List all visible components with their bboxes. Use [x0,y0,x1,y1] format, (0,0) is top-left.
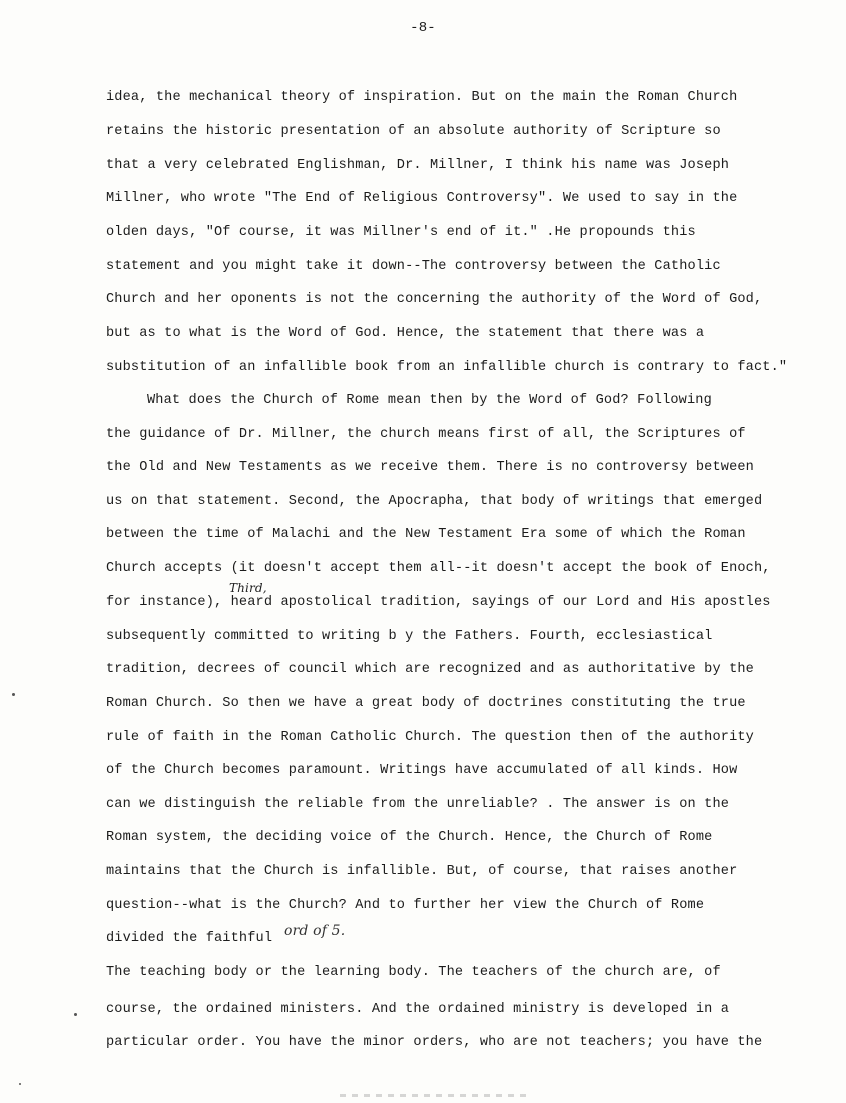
text-line: Millner, who wrote "The End of Religious Controversy". We used to say in the [106,191,738,206]
handwritten-annotation-third: Third, [229,581,267,595]
scan-speck [12,693,15,696]
scan-speck [19,1083,21,1085]
text-line: but as to what is the Word of God. Hence, the statement that there was a [106,326,705,341]
text-line: the guidance of Dr. Millner, the church means first of all, the Scriptures of [106,427,746,442]
text-line: particular order. You have the minor orders, who are not teachers; you have the [106,1035,763,1050]
text-line: substitution of an infallible book from an infallible church is contrary to fact." [106,360,788,375]
text-line: retains the historic presentation of an absolute authority of Scripture so [106,124,721,139]
text-line: idea, the mechanical theory of inspiration. But on the main the Roman Church [106,90,738,105]
text-line: subsequently committed to writing b y the Fathers. Fourth, ecclesiastical [106,629,713,644]
scan-speck [74,1013,77,1016]
text-line: of the Church becomes paramount. Writings have accumulated of all kinds. How [106,763,738,778]
text-line: statement and you might take it down--The controversy between the Catholic [106,259,721,274]
text-line: Church accepts (it doesn't accept them all--it doesn't accept the book of Enoch, [106,561,771,576]
text-line: rule of faith in the Roman Catholic Church. The question then of the authority [106,730,754,745]
text-line: divided the faithful [106,931,273,946]
text-line: can we distinguish the reliable from the unreliable? . The answer is on the [106,797,730,812]
scan-smudge [340,1094,530,1097]
text-line: tradition, decrees of council which are recognized and as authoritative by the [106,662,754,677]
text-line: question--what is the Church? And to further her view the Church of Rome [106,898,705,913]
page-number: -8- [410,20,436,36]
text-line: What does the Church of Rome mean then by the Word of God? Following [147,393,712,408]
text-line: Roman system, the deciding voice of the Church. Hence, the Church of Rome [106,830,713,845]
text-line: for instance), heard apostolical tradition, sayings of our Lord and His apostles [106,595,771,610]
handwritten-annotation-ord: ord of 5. [284,923,346,939]
text-line: course, the ordained ministers. And the ordained ministry is developed in a [106,1002,730,1017]
text-line: maintains that the Church is infallible. But, of course, that raises another [106,864,738,879]
text-line: Church and her oponents is not the concerning the authority of the Word of God, [106,292,763,307]
text-line: that a very celebrated Englishman, Dr. Millner, I think his name was Joseph [106,158,730,173]
text-line: the Old and New Testaments as we receive them. There is no controversy between [106,460,754,475]
text-line: us on that statement. Second, the Apocrapha, that body of writings that emerged [106,494,763,509]
text-line: olden days, "Of course, it was Millner's end of it." .He propounds this [106,225,696,240]
text-line: The teaching body or the learning body. The teachers of the church are, of [106,965,721,980]
text-line: Roman Church. So then we have a great body of doctrines constituting the true [106,696,746,711]
text-line: between the time of Malachi and the New Testament Era some of which the Roman [106,527,746,542]
